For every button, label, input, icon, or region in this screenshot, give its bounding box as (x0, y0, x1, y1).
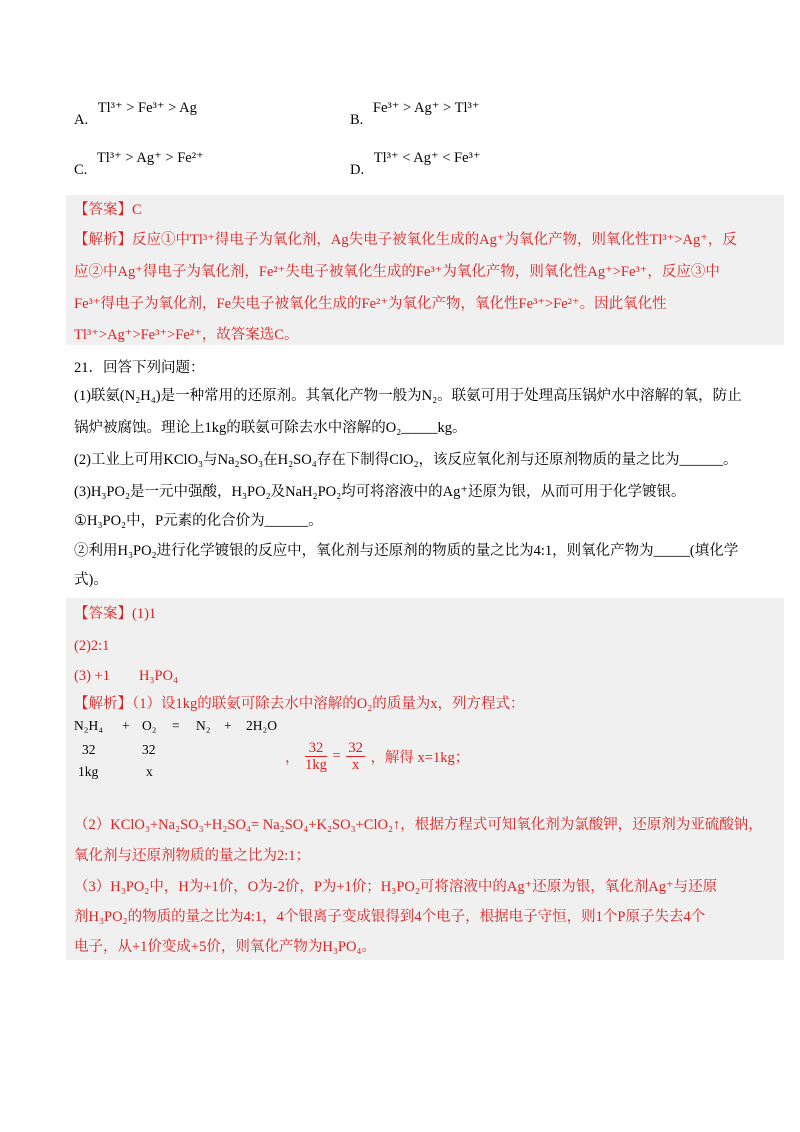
q21-analysis3-line: （3）H₃PO₂中，H为+1价，O为-2价，P为+1价；H₃PO₂可将溶液中的Ag⁺还原为银，氧化剂Ag⁺与还原 (74, 879, 718, 895)
q21-analysis2-line: 氧化剂与还原剂物质的量之比为2:1； (74, 848, 311, 864)
eq-mass-n2h4: 32 (82, 742, 96, 757)
option-expr: Tl³⁺ > Ag⁺ > Fe²⁺ (96, 150, 204, 166)
fraction-numerator: 32 (305, 740, 327, 757)
option-b (350, 100, 480, 128)
option-letter: A. (74, 112, 89, 128)
q21-answer: (2)2:1 (74, 638, 110, 654)
eq-mass-o2: 32 (142, 742, 156, 757)
q20-analysis-line: 应②中Ag⁺得电子为氧化剂，Fe²⁺失电子被氧化生成的Fe³⁺为氧化产物，则氧化性Ag⁺>Fe³⁺，反应③中 (74, 264, 720, 280)
eq-n2h4: N₂H₄ (74, 718, 103, 733)
option-c (74, 150, 204, 178)
eq-o2: O₂ (142, 718, 157, 733)
eq-plus: + (122, 718, 130, 733)
eq-plus: + (224, 718, 232, 733)
q21-line: ①H₃PO₂中，P元素的化合价为______。 (74, 513, 323, 529)
fraction-numerator: 32 (348, 740, 363, 756)
q21-line: (3)H₃PO₂是一元中强酸，H₃PO₂及NaH₂PO₂均可将溶液中的Ag⁺还原为银，从而可用于化学镀银。 (74, 484, 686, 500)
proportion-result: ，解得 x=1kg； (370, 750, 470, 766)
q21-analysis3-line: 剂H₃PO₂的物质的量之比为4:1，4个银离子变成银得到4个电子，根据电子守恒，则1个P原子失去4个 (74, 909, 706, 925)
eq-2h2o: 2H₂O (246, 718, 277, 733)
fraction-denominator: x (351, 757, 360, 773)
option-expr: Fe³⁺ > Ag⁺ > Tl³⁺ (372, 100, 480, 116)
q21-analysis3-line: 电子，从+1价变成+5价，则氧化产物为H₃PO₄。 (74, 939, 376, 955)
q21-analysis-intro: 【解析】（1）设1kg的联氨可除去水中溶解的O₂的质量为x，列方程式： (74, 696, 525, 712)
q21-line: ②利用H₃PO₂进行化学镀银的反应中，氧化剂与还原剂的物质的量之比为4:1，则氧化产物为_____(填化学 (74, 543, 739, 559)
fraction-left (305, 740, 327, 773)
q21-answer: (3) +1 H₃PO₄ (74, 668, 179, 684)
q20-analysis-line: 【解析】反应①中Tl³⁺得电子为氧化剂，Ag失电子被氧化生成的Ag⁺为氧化产物，则氧化性Tl³⁺>Ag⁺，反 (74, 232, 737, 248)
q20-analysis-line: Fe³⁺得电子为氧化剂，Fe失电子被氧化生成的Fe²⁺为氧化产物，氧化性Fe³⁺>Fe²⁺。因此氧化性 (74, 296, 667, 312)
proportion-equals: = (332, 748, 341, 764)
option-letter: B. (350, 112, 364, 128)
option-expr: Tl³⁺ < Ag⁺ < Fe³⁺ (373, 150, 481, 166)
option-letter: C. (74, 162, 88, 178)
proportion-comma: ， (285, 750, 300, 766)
eq-equals: = (172, 718, 180, 733)
q21-analysis2-line: （2）KClO₃+Na₂SO₃+H₂SO₄= Na₂SO₄+K₂SO₃+ClO₂↑，根据方程式可知氧化剂为氯酸钾，还原剂为亚硫酸钠， (74, 817, 763, 833)
eq-n2: N₂ (196, 718, 211, 733)
option-a (74, 100, 197, 128)
eq-unknown-x: x (146, 764, 153, 779)
eq-given-n2h4: 1kg (78, 764, 99, 779)
fraction-denominator: 1kg (305, 757, 327, 773)
q21-title: 21．回答下列问题： (74, 360, 205, 376)
option-d (350, 150, 481, 178)
option-expr: Tl³⁺ > Fe³⁺ > Ag (97, 100, 197, 116)
fraction-right (346, 740, 365, 773)
option-letter: D. (350, 162, 365, 178)
q21-answer: 【答案】(1)1 (74, 606, 157, 622)
q20-answer: 【答案】C (74, 202, 142, 218)
q21-line: 锅炉被腐蚀。理论上1kg的联氨可除去水中溶解的O₂_____kg。 (74, 420, 467, 436)
q21-line: 式)。 (74, 572, 108, 588)
q21-line: (2)工业上可用KClO₃与Na₂SO₃在H₂SO₄存在下制得ClO₂，该反应氧化剂与还原剂物质的量之比为______。 (74, 452, 738, 468)
q20-analysis-line: Tl³⁺>Ag⁺>Fe³⁺>Fe²⁺，故答案选C。 (74, 327, 299, 343)
proportion (285, 740, 469, 773)
q21-line: (1)联氨(N₂H₄)是一种常用的还原剂。其氧化产物一般为N₂。联氨可用于处理高压锅炉水中溶解的氧，防止 (74, 388, 742, 404)
